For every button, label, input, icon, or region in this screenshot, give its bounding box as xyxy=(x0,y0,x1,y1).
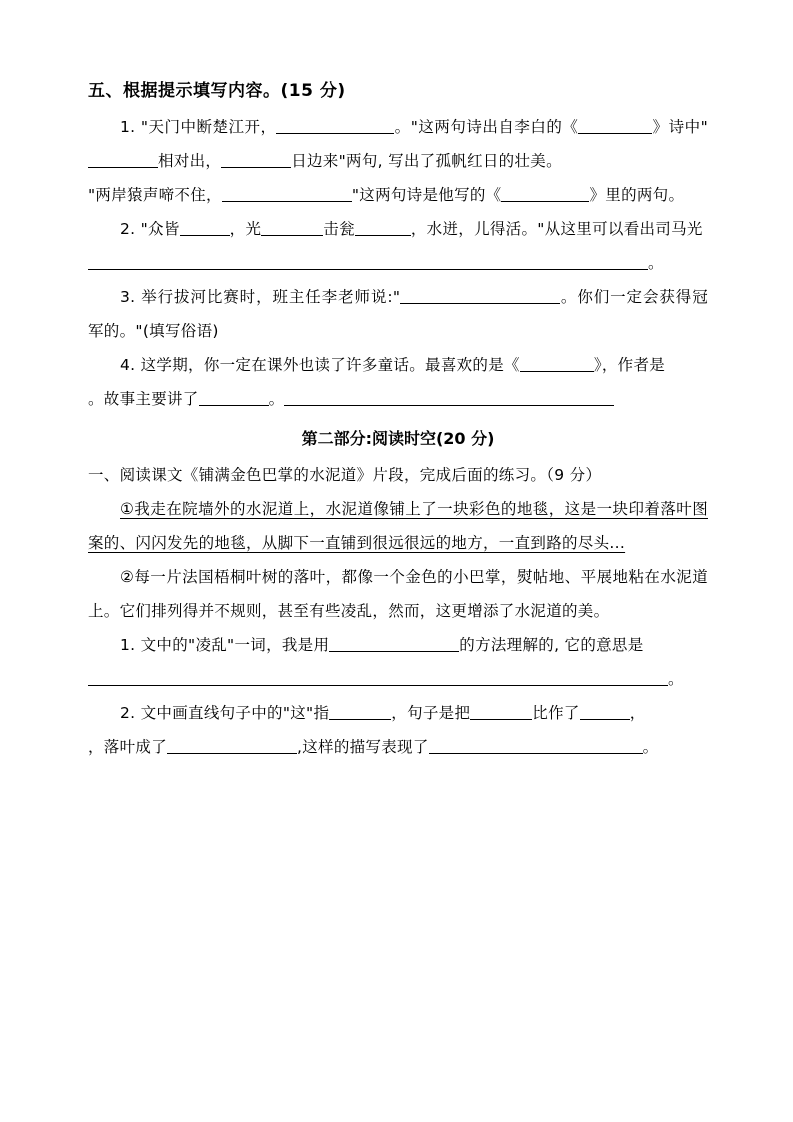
q1-text-h: 》里的两句。 xyxy=(589,186,685,204)
rq2-text-d: ，落叶成了 xyxy=(88,738,168,756)
blank-input[interactable] xyxy=(276,118,394,134)
q1-text-d: 相对出， xyxy=(158,152,222,170)
rq2-text-f: 。 xyxy=(642,738,659,756)
blank-input[interactable] xyxy=(88,670,668,686)
blank-input[interactable] xyxy=(329,636,459,652)
rq2-text-a: 2. 文中画直线句子中的"这"指 xyxy=(120,704,330,722)
q1-text-a: 1. "天门中断楚江开， xyxy=(120,118,277,136)
blank-input[interactable] xyxy=(88,152,158,168)
blank-input[interactable] xyxy=(221,152,291,168)
blank-input[interactable] xyxy=(355,220,411,236)
question-2-blank-line xyxy=(88,246,708,280)
blank-input[interactable] xyxy=(88,254,648,270)
blank-input[interactable] xyxy=(400,288,560,304)
q2-text-end: 。 xyxy=(648,254,664,272)
passage-paragraph-1 xyxy=(88,492,708,560)
reading-question-1 xyxy=(88,628,708,662)
q4-text-a: 4. 这学期，你一定在课外也读了许多童话。最喜欢的是《 xyxy=(120,356,520,374)
rq2-text-e: ,这样的描写表现了 xyxy=(297,738,429,756)
q2-text-b: ，光 xyxy=(229,220,262,238)
rq1-text-c: 。 xyxy=(668,670,684,688)
question-2 xyxy=(88,212,708,246)
q3-text-b: 。你们一定会获得冠军的。"(填写俗语) xyxy=(88,288,708,340)
q4-text-c: 。故事主要讲了 xyxy=(88,390,199,408)
passage-text-1: ①我走在院墙外的水泥道上，水泥道像铺上了一块彩色的地毯，这是一块印着落叶图案的、闪闪发先的地毯，从脚下一直铺到很远很远的地方，一直到路的尽头... xyxy=(88,500,708,552)
page-content xyxy=(88,74,708,764)
blank-input[interactable] xyxy=(580,704,630,720)
blank-input[interactable] xyxy=(261,220,323,236)
question-4-continued xyxy=(88,382,708,416)
rq1-text-b: 的方法理解的, 它的意思是 xyxy=(459,636,644,654)
rq2-text-c: 比作了 xyxy=(532,704,580,722)
blank-input[interactable] xyxy=(501,186,589,202)
q1-text-g: "这两句诗是他写的《 xyxy=(351,186,502,204)
blank-input[interactable] xyxy=(520,356,594,372)
blank-input[interactable] xyxy=(199,390,269,406)
question-1-continued xyxy=(88,178,708,212)
part-two-title: 第二部分:阅读时空(20 分) xyxy=(301,429,495,448)
blank-input[interactable] xyxy=(470,704,532,720)
q1-text-e: 日边来"两句, 写出了孤帆红日的壮美。 xyxy=(291,152,562,170)
reading-question-1-line2 xyxy=(88,662,708,696)
blank-input[interactable] xyxy=(578,118,652,134)
q4-text-d: 。 xyxy=(268,390,285,408)
blank-input[interactable] xyxy=(284,390,614,406)
rq1-text-a: 1. 文中的"凌乱"一词，我是用 xyxy=(120,636,330,654)
question-4 xyxy=(88,348,708,382)
blank-input[interactable] xyxy=(180,220,230,236)
q2-text-a: 2. "众皆 xyxy=(120,220,180,238)
question-3 xyxy=(88,280,708,348)
passage-paragraph-2 xyxy=(88,560,708,628)
blank-input[interactable] xyxy=(429,738,643,754)
q3-text-a: 3. 举行拔河比赛时，班主任李老师说:" xyxy=(120,288,401,306)
part-two-instruction: 一、阅读课文《铺满金色巴掌的水泥道》片段，完成后面的练习。（9 分） xyxy=(88,466,602,484)
q1-text-b: 。"这两句诗出自李白的《 xyxy=(394,118,579,136)
reading-question-2-line2 xyxy=(88,730,708,764)
passage-text-2: ②每一片法国梧桐叶树的落叶，都像一个金色的小巴掌，熨帖地、平展地粘在水泥道上。它们排列得并不规则，甚至有些凌乱，然而，这更增添了水泥道的美。 xyxy=(88,568,708,620)
blank-input[interactable] xyxy=(222,186,352,202)
rq2-text-b: ，句子是把 xyxy=(391,704,471,722)
q2-text-c: 击瓮 xyxy=(323,220,355,238)
blank-input[interactable] xyxy=(167,738,297,754)
section-title-five: 五、根据提示填写内容。(15 分) xyxy=(88,81,346,101)
blank-input[interactable] xyxy=(329,704,391,720)
reading-question-2 xyxy=(88,696,708,730)
q2-text-d: ，水迸，儿得活。"从这里可以看出司马光 xyxy=(410,220,703,238)
q1-text-c: 》诗中" xyxy=(652,118,708,136)
q4-text-b: 》，作者是 xyxy=(593,356,666,374)
q1-text-f: "两岸猿声啼不住， xyxy=(88,186,222,204)
rq2-comma: ， xyxy=(629,704,646,722)
question-1 xyxy=(88,110,708,178)
